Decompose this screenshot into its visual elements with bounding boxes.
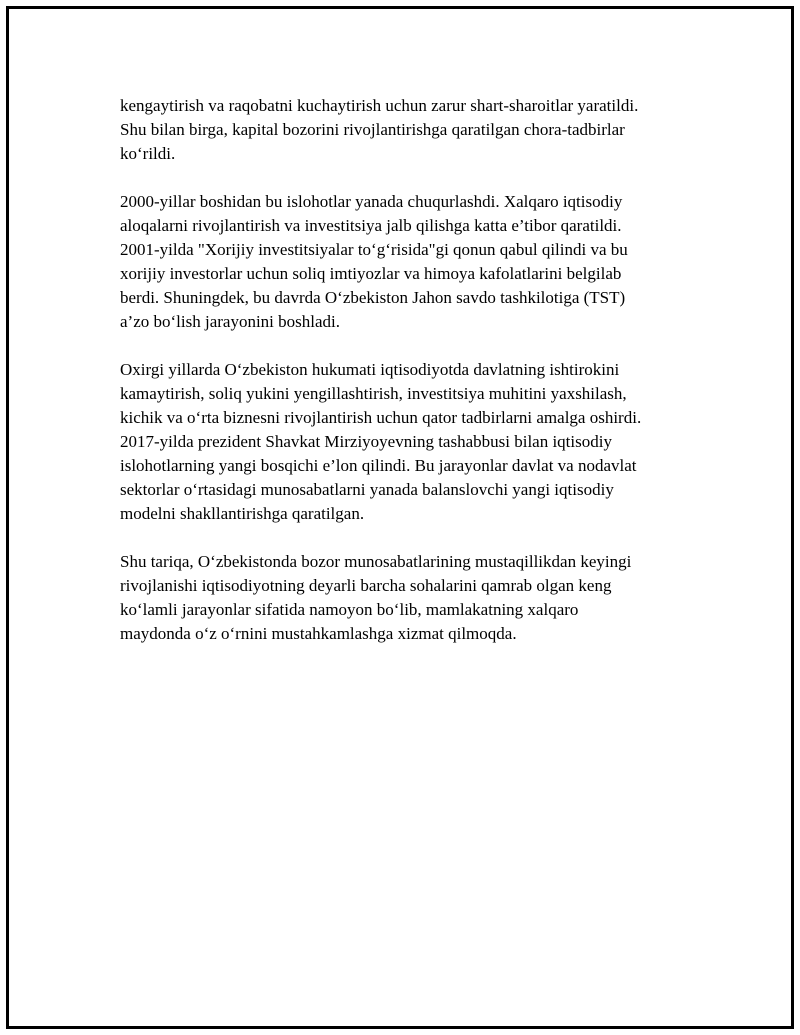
document-page [6, 6, 794, 1029]
paragraph-4: Shu tariqa, O‘zbekistonda bozor munosabatlarining mustaqillikdan keyingi rivojlanishi iqtisodiyotning deyarli barcha sohalarini qamrab olgan keng ko‘lamli jarayonlar sifatida namoyon bo‘lib, mamlakatning xalqaro maydonda o‘z o‘rnini mustahkamlashga xizmat qilmoqda. [120, 552, 632, 643]
paragraph-2: 2000-yillar boshidan bu islohotlar yanada chuqurlashdi. Xalqaro iqtisodiy aloqalarni rivojlantirish va investitsiya jalb qilishga katta e’tibor qaratildi. 2001-yilda "Xorijiy investitsiyalar to‘g‘risida"gi qonun qabul qilindi va bu xorijiy investorlar uchun soliq imtiyozlar va himoya kafolatlarini belgilab berdi. Shuningdek, bu davrda O‘zbekiston Jahon savdo tashkilotiga (TST) a’zo bo‘lish jarayonini boshladi. [120, 192, 628, 331]
document-body [120, 94, 700, 670]
paragraph-3: Oxirgi yillarda O‘zbekiston hukumati iqtisodiyotda davlatning ishtirokini kamaytirish, soliq yukini yengillashtirish, investitsiya muhitini yaxshilash, kichik va o‘rta biznesni rivojlantirish uchun qator tadbirlarni amalga oshirdi. 2017-yilda prezident Shavkat Mirziyoyevning tashabbusi bilan iqtisodiy islohotlarning yangi bosqichi e’lon qilindi. Bu jarayonlar davlat va nodavlat sektorlar o‘rtasidagi munosabatlarni yanada balanslovchi yangi iqtisodiy modelni shakllantirishga qaratilgan. [120, 360, 642, 523]
paragraph-1: kengaytirish va raqobatni kuchaytirish uchun zarur shart-sharoitlar yaratildi. Shu bilan birga, kapital bozorini rivojlantirishga qaratilgan chora-tadbirlar ko‘rildi. [120, 96, 639, 163]
